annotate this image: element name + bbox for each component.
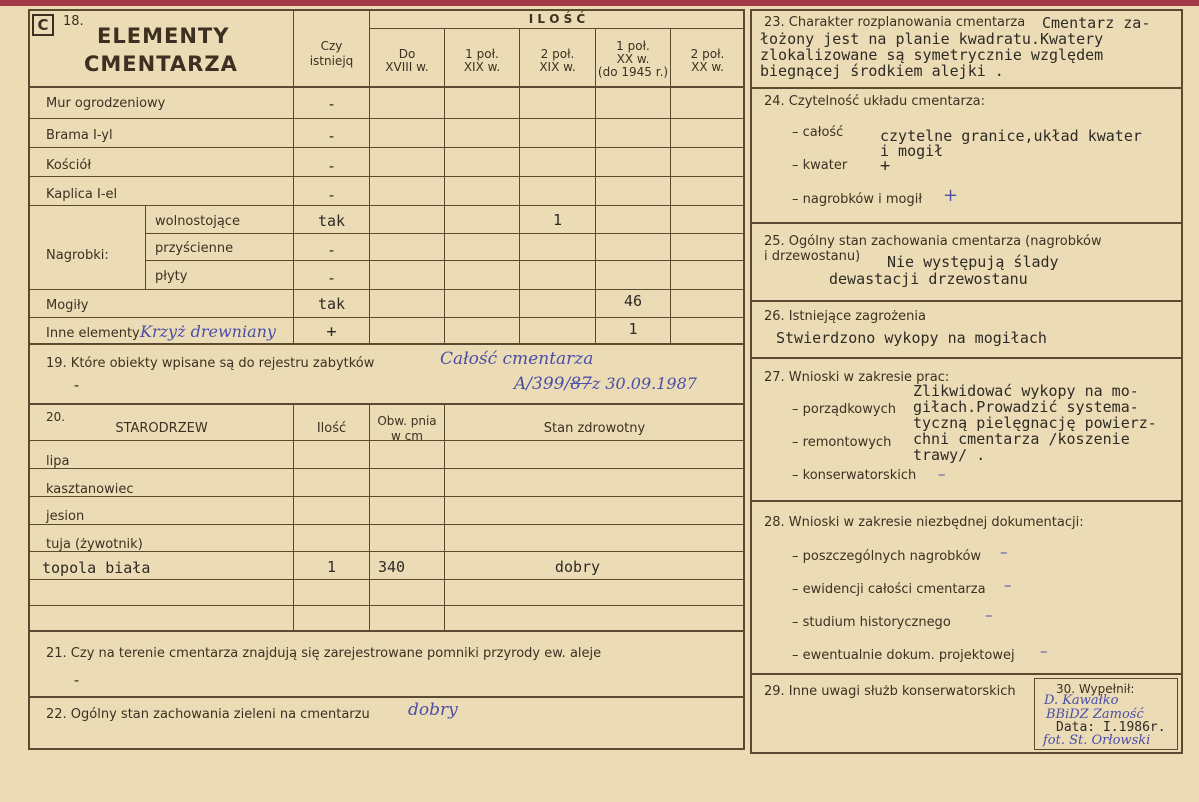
s27-text-line3: tyczną pielęgnację powierz- bbox=[913, 414, 1157, 432]
s24-label: 24. Czytelność układu cmentarza: bbox=[764, 94, 986, 109]
period-header-3: 1 poł. XX w. (do 1945 r.) bbox=[597, 39, 669, 79]
divider bbox=[28, 496, 744, 497]
card-letter: C bbox=[37, 16, 49, 34]
s19-handwritten-1: Całość cmentarza bbox=[440, 349, 594, 369]
cemetery-record-card bbox=[0, 6, 1199, 802]
divider bbox=[28, 403, 744, 405]
element-label: Kaplica I-el bbox=[46, 187, 118, 202]
s20-number: 20. bbox=[46, 410, 66, 424]
divider bbox=[145, 205, 146, 289]
divider bbox=[369, 28, 744, 29]
s28-item-graves: – poszczególnych nagrobków bbox=[792, 549, 982, 564]
s21-value: - bbox=[72, 671, 82, 689]
s28-dash-3: – bbox=[985, 606, 993, 624]
s19-label: 19. Które obiekty wpisane są do rejestru zabytków bbox=[46, 356, 375, 371]
s20-col-health: Stan zdrowotny bbox=[543, 421, 646, 436]
divider bbox=[750, 500, 1182, 502]
other-elements-handwritten: Krzyż drewniany bbox=[140, 322, 276, 341]
s26-value: Stwierdzono wykopy na mogiłach bbox=[776, 329, 1047, 347]
divider bbox=[28, 176, 744, 177]
divider bbox=[750, 87, 1182, 89]
element-label: Mur ogrodzeniowy bbox=[46, 96, 166, 111]
border-line bbox=[750, 9, 1182, 11]
tree-name: lipa bbox=[46, 454, 70, 469]
element-label: Inne elementy bbox=[46, 326, 140, 341]
s30-photo: fot. St. Orłowski bbox=[1043, 733, 1151, 748]
s30-label: 30. Wypełnił: bbox=[1056, 682, 1135, 696]
tree-name: topola biała bbox=[42, 559, 151, 577]
s19-register-number: A/399/ bbox=[514, 374, 571, 394]
divider bbox=[28, 317, 744, 318]
section-title-line1: ELEMENTY bbox=[97, 24, 230, 48]
tree-name: tuja (żywotnik) bbox=[46, 537, 143, 552]
divider bbox=[28, 147, 744, 148]
divider bbox=[28, 605, 744, 606]
s28-item-history: – studium historycznego bbox=[792, 615, 951, 630]
element-qty-p4: 1 bbox=[628, 320, 638, 338]
element-sublabel: przyścienne bbox=[155, 241, 234, 256]
divider bbox=[28, 696, 744, 698]
divider bbox=[28, 86, 744, 88]
divider bbox=[28, 118, 744, 119]
s24-value-1b: i mogił bbox=[880, 142, 944, 160]
s30-institution: BBiDZ Zamość bbox=[1046, 707, 1144, 722]
divider bbox=[28, 343, 744, 345]
divider bbox=[28, 468, 744, 469]
divider bbox=[750, 673, 1182, 675]
s20-col-circumference: Obw. pnia w cm bbox=[377, 414, 437, 443]
border-line bbox=[743, 9, 745, 750]
element-qty-p4: 46 bbox=[623, 292, 643, 310]
element-exists: - bbox=[326, 269, 337, 287]
element-exists: - bbox=[326, 127, 337, 145]
nagrobki-label: Nagrobki: bbox=[46, 248, 109, 263]
s24-value-3: + bbox=[943, 185, 959, 206]
s28-dash-2: – bbox=[1004, 576, 1012, 594]
element-label: Kościół bbox=[46, 158, 92, 173]
element-exists: - bbox=[326, 95, 337, 113]
s27-item-repair: – remontowych bbox=[792, 435, 892, 450]
section-number: 18. bbox=[63, 14, 84, 29]
element-sublabel: wolnostojące bbox=[155, 214, 240, 229]
section-title-line2: CMENTARZA bbox=[84, 52, 238, 76]
divider bbox=[28, 579, 744, 580]
s24-value-1: czytelne granice,układ kwater bbox=[880, 127, 1142, 145]
border-line bbox=[28, 9, 30, 750]
element-label: Mogiły bbox=[46, 298, 89, 313]
divider bbox=[444, 28, 445, 344]
divider bbox=[145, 233, 744, 234]
divider bbox=[750, 300, 1182, 302]
divider bbox=[28, 205, 744, 206]
s21-label: 21. Czy na terenie cmentarza znajdują się zarejestrowane pomniki przyrody ew. aleje bbox=[46, 646, 602, 661]
element-label: Brama I-yl bbox=[46, 128, 113, 143]
card-letter-box bbox=[32, 14, 54, 36]
border-line bbox=[28, 9, 744, 11]
s19-register-date: z 30.09.1987 bbox=[591, 374, 697, 393]
divider bbox=[28, 289, 744, 290]
element-exists: tak bbox=[317, 212, 346, 230]
s26-label: 26. Istniejące zagrożenia bbox=[764, 309, 926, 324]
s22-label: 22. Ogólny stan zachowania zieleni na cmentarzu bbox=[46, 707, 370, 722]
s27-item-conservation: – konserwatorskich bbox=[792, 468, 917, 483]
element-exists: - bbox=[326, 157, 337, 175]
s24-item-graves: – nagrobków i mogił bbox=[792, 192, 923, 207]
s28-dash-1: – bbox=[1000, 543, 1008, 561]
s30-author: D. Kawałko bbox=[1044, 693, 1119, 708]
s29-label: 29. Inne uwagi służb konserwatorskich bbox=[764, 684, 1016, 699]
s23-text-line4: biegnącej środkiem alejki . bbox=[760, 62, 1004, 80]
s19-value: - bbox=[72, 376, 82, 394]
s22-value: dobry bbox=[408, 700, 458, 720]
element-exists: tak bbox=[317, 295, 346, 313]
s23-text-line2: łożony jest na planie kwadratu.Kwatery bbox=[760, 30, 1104, 48]
s20-col-quantity: Ilość bbox=[316, 421, 347, 436]
divider bbox=[444, 404, 445, 631]
element-sublabel: płyty bbox=[155, 269, 188, 284]
border-line bbox=[750, 752, 1183, 754]
divider bbox=[670, 28, 671, 344]
exists-column-header: Czy istniejq bbox=[309, 39, 354, 68]
period-header-2: 2 poł. XIX w. bbox=[539, 47, 576, 74]
border-line bbox=[1181, 9, 1183, 754]
s23-label: 23. Charakter rozplanowania cmentarza bbox=[764, 15, 1026, 30]
tree-circumference: 340 bbox=[378, 558, 406, 576]
border-line bbox=[750, 9, 752, 754]
s27-text-line1: Zlikwidować wykopy na mo- bbox=[913, 382, 1139, 400]
element-qty-p3: 1 bbox=[552, 211, 563, 229]
divider bbox=[28, 630, 744, 632]
s24-value-2: + bbox=[880, 156, 891, 176]
s28-item-inventory: – ewidencji całości cmentarza bbox=[792, 582, 986, 597]
tree-health: dobry bbox=[554, 558, 601, 576]
tree-name: kasztanowiec bbox=[46, 482, 134, 497]
s25-text-line1: Nie występują ślady bbox=[887, 253, 1059, 271]
s24-item-total: – całość bbox=[792, 125, 844, 140]
element-exists: + bbox=[326, 322, 337, 342]
s27-text-line2: giłach.Prowadzić systema- bbox=[913, 398, 1139, 416]
s20-title: STARODRZEW bbox=[115, 421, 208, 436]
divider bbox=[293, 404, 294, 631]
s27-text-line4: chni cmentarza /koszenie bbox=[913, 430, 1130, 448]
s27-item-cleanup: – porządkowych bbox=[792, 402, 896, 417]
tree-name: jesion bbox=[46, 509, 85, 524]
tree-quantity: 1 bbox=[326, 558, 337, 576]
quantity-header: I L O Ś Ć bbox=[528, 12, 586, 26]
period-header-0: Do XVIII w. bbox=[385, 47, 429, 74]
s19-register-struck: 87 bbox=[570, 374, 592, 394]
s23-text-line3: zlokalizowane są symetrycznie względem bbox=[760, 46, 1104, 64]
divider bbox=[28, 524, 744, 525]
s27-label: 27. Wnioski w zakresie prac: bbox=[764, 370, 950, 385]
s25-text-line2: dewastacji drzewostanu bbox=[829, 270, 1028, 288]
period-header-1: 1 poł. XIX w. bbox=[463, 47, 501, 74]
divider bbox=[145, 260, 744, 261]
s27-text-line5: trawy/ . bbox=[913, 446, 986, 464]
s23-text-line1: Cmentarz za- bbox=[1042, 14, 1151, 32]
element-exists: - bbox=[326, 241, 337, 259]
element-exists: - bbox=[326, 186, 337, 204]
s30-date: Data: I.1986r. bbox=[1056, 720, 1166, 735]
s28-label: 28. Wnioski w zakresie niezbędnej dokumentacji: bbox=[764, 515, 1084, 530]
divider bbox=[519, 28, 520, 344]
period-header-4: 2 poł. XX w. bbox=[690, 47, 725, 74]
s19-handwritten-2 bbox=[514, 374, 697, 393]
divider bbox=[750, 357, 1182, 359]
s28-dash-4: – bbox=[1040, 642, 1048, 660]
s24-item-quarters: – kwater bbox=[792, 158, 848, 173]
s27-value-3: – bbox=[938, 465, 946, 483]
s25-label: 25. Ogólny stan zachowania cmentarza (nagrobków i drzewostanu) bbox=[764, 234, 1102, 264]
border-line bbox=[28, 748, 744, 750]
divider bbox=[750, 222, 1182, 224]
s28-item-design: – ewentualnie dokum. projektowej bbox=[792, 648, 1015, 663]
